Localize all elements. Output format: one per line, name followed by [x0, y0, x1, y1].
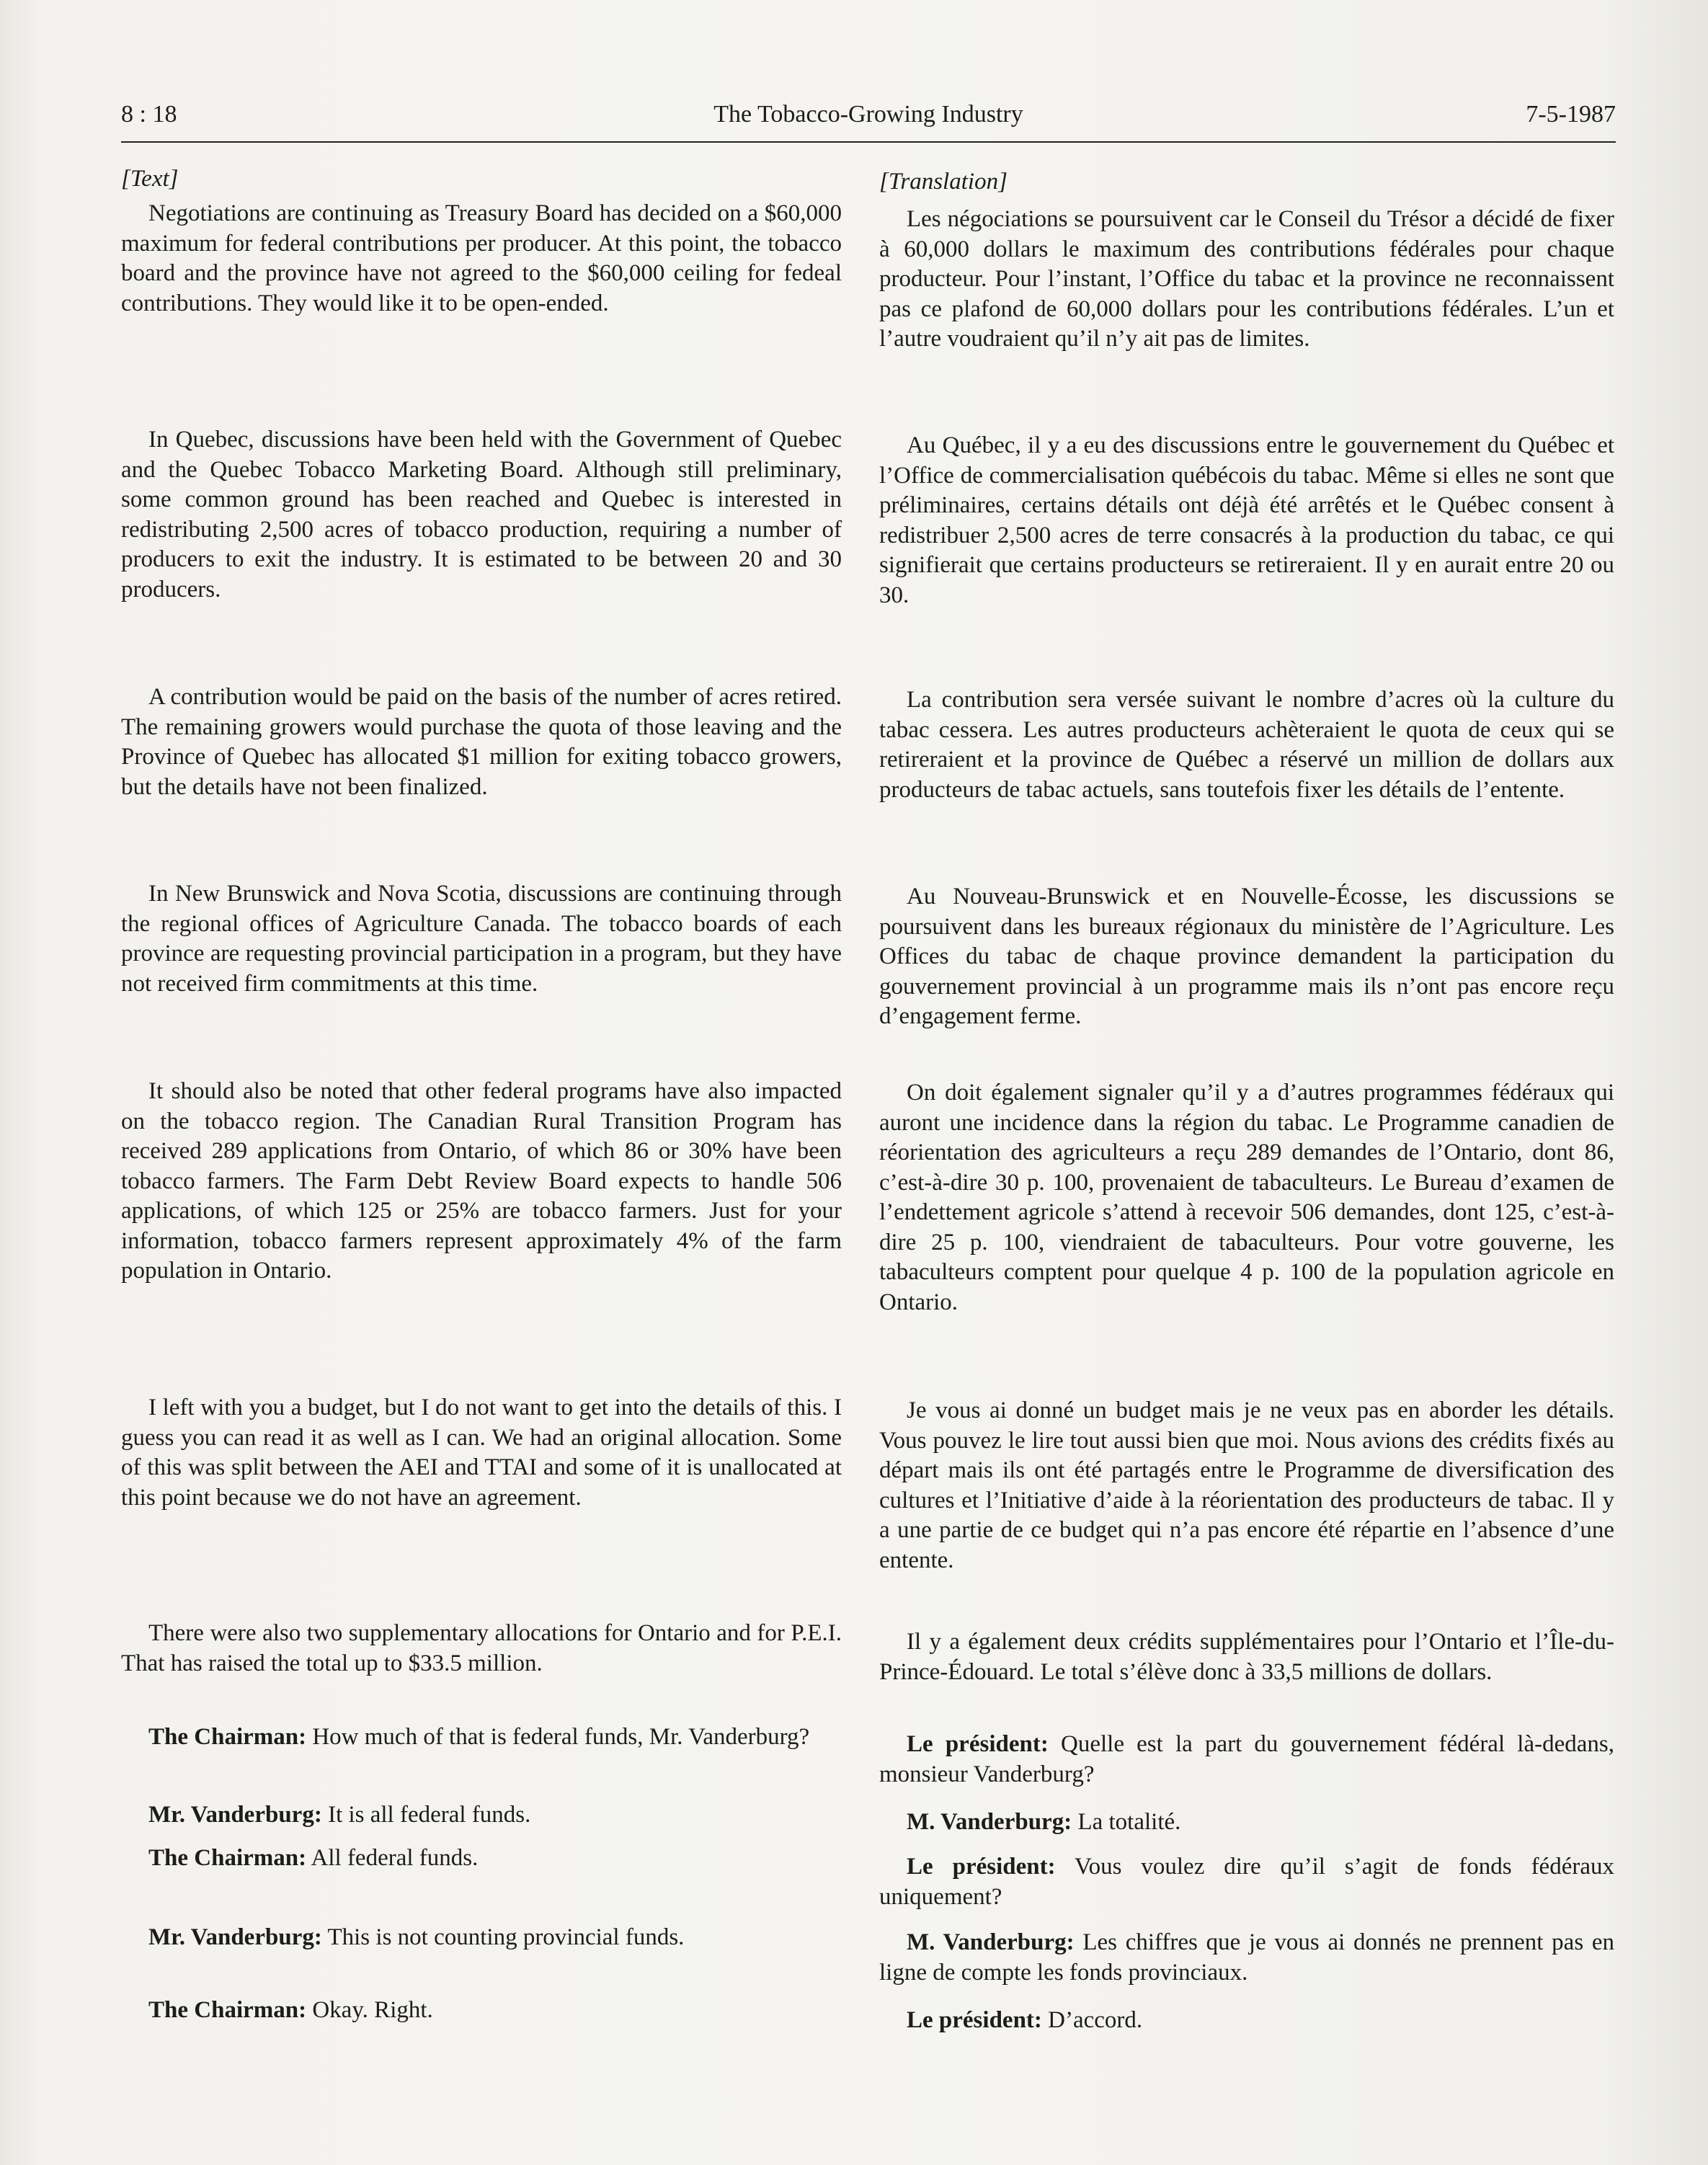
speaker-name: Le président: — [907, 1731, 1049, 1757]
speech-text: This is not counting provincial funds. — [321, 1924, 685, 1950]
paragraph: It should also be noted that other federal programs have also impacted on the tobacco region. The Canadian Rural Transition Program has received 289 applications from Ontario, of which 86 or 30% have been tobacco farmers. The Farm Debt Review Board expects to handle 506 applications, of which 125 or 25% are tobacco farmers. Just for your information, tobacco farmers represent approximately 4% of the farm population in Ontario. — [121, 1078, 842, 1284]
paragraph: I left with you a budget, but I do not want to get into the details of this. I guess you can read it as well as I can. We had an original allocation. Some of this was split between the AEI and TTAI and some of it is unallocated at this point because we do not have an agreement. — [121, 1395, 842, 1511]
speech-text: It is all federal funds. — [321, 1802, 531, 1828]
header-date: 7-5-1987 — [1526, 101, 1616, 128]
speech-text: Okay. Right. — [306, 1997, 433, 2023]
exchange — [121, 1923, 842, 1953]
paragraph: La contribution sera versée suivant le nombre d’acres où la culture du tabac cessera. Les autres producteurs achèteraient le quota de ceux qui se retireraient et la province de Québec a réservé un million de dollars aux producteurs de tabac actuels, sans toutefois fixer les détails de l’entente. — [879, 687, 1614, 803]
speaker-name: Le président: — [907, 1854, 1056, 1880]
speaker-name: M. Vanderburg: — [907, 1929, 1075, 1955]
paragraph: Au Nouveau-Brunswick et en Nouvelle-Écosse, les discussions se poursuivent dans les bureaux régionaux du ministère de l’Agriculture. Les Offices du tabac de chaque province demandent la participation du gouvernement provincial à un programme mais ils n’ont pas encore reçu d’engagement ferme. — [879, 884, 1614, 1029]
exchange — [879, 2006, 1614, 2036]
column-tag: [Text] — [121, 166, 179, 192]
speaker-name: M. Vanderburg: — [907, 1809, 1072, 1835]
exchange — [879, 1808, 1614, 1838]
column-tag: [Translation] — [879, 169, 1008, 195]
paragraph: A contribution would be paid on the basis of the number of acres retired. The remaining growers would purchase the quota of those leaving and the Province of Quebec has allocated $1 million for exiting tobacco growers, but the details have not been finalized. — [121, 684, 842, 800]
paragraph: In Quebec, discussions have been held with the Government of Quebec and the Quebec Tobacco Marketing Board. Although still preliminary, some common ground has been reached and Quebec is interested in redistributing 2,500 acres of tobacco production, requiring a number of producers to exit the industry. It is estimated to be between 20 and 30 producers. — [121, 427, 842, 603]
speaker-name: The Chairman: — [148, 1845, 307, 1871]
running-title: The Tobacco-Growing Industry — [713, 101, 1023, 128]
page-header — [121, 101, 1616, 137]
speech-text: Les chiffres que je vous ai donnés ne prennent pas en ligne de compte les fonds provinciaux. — [879, 1929, 1615, 1986]
paragraph: On doit également signaler qu’il y a d’autres programmes fédéraux qui auront une incidence dans la région du tabac. Le Programme canadien de réorientation des agriculteurs a reçu 289 demandes de l’Ontario, dont 86, c’est-à-dire 30 p. 100, provenaient de tabaculteurs. Le Bureau d’examen de l’endettement agricole s’attend à recevoir 506 demandes, dont 125, c’est-à-dire 25 p. 100, viendraient de tabaculteurs. Pour votre gouverne, les tabaculteurs comptent pour quelque 4 p. 100 de la population agricole en Ontario. — [879, 1080, 1614, 1315]
speech-text: All federal funds. — [306, 1845, 479, 1871]
exchange — [879, 1852, 1614, 1912]
paragraph: Il y a également deux crédits supplémentaires pour l’Ontario et l’Île-du-Prince-Édouard. Le total s’élève donc à 33,5 millions de dollars. — [879, 1629, 1614, 1685]
exchange — [121, 1844, 842, 1874]
exchange — [121, 1800, 842, 1831]
speaker-name: The Chairman: — [148, 1724, 307, 1750]
exchange — [879, 1730, 1614, 1790]
speech-text: Vous voulez dire qu’il s’agit de fonds fédéraux uniquement? — [879, 1854, 1614, 1910]
speech-text: How much of that is federal funds, Mr. Vanderburg? — [306, 1724, 810, 1750]
speaker-name: Le président: — [907, 2007, 1042, 2033]
exchange — [121, 1722, 842, 1753]
paragraph: Au Québec, il y a eu des discussions entre le gouvernement du Québec et l’Office de commercialisation québécois du tabac. Même si elles ne sont que préliminaires, certains détails ont déjà été arrêtés et le Québec consent à redistribuer 2,500 acres de terre consacrés à la production du tabac, ce qui signifierait que certains producteurs se retireraient. Il y en aurait entre 20 ou 30. — [879, 432, 1614, 608]
speaker-name: Mr. Vanderburg: — [148, 1802, 322, 1828]
paragraph: Negotiations are continuing as Treasury Board has decided on a $60,000 maximum for federal contributions per producer. At this point, the tobacco board and the province have not agreed to the $60,000 ceiling for fedeal contributions. They would like it to be open-ended. — [121, 200, 842, 316]
paragraph: In New Brunswick and Nova Scotia, discussions are continuing through the regional offices of Agriculture Canada. The tobacco boards of each province are requesting provincial participation in a program, but they have not received firm commitments at this time. — [121, 881, 842, 997]
paragraph: Les négociations se poursuivent car le Conseil du Trésor a décidé de fixer à 60,000 dollars le maximum des contributions fédérales pour chaque producteur. Pour l’instant, l’Office du tabac et la province ne reconnaissent pas ce plafond de 60,000 dollars pour les contributions fédérales. L’un et l’autre voudraient qu’il n’y ait pas de limites. — [879, 206, 1614, 352]
paragraph: There were also two supplementary allocations for Ontario and for P.E.I. That has raised the total up to $33.5 million. — [121, 1620, 842, 1676]
exchange — [879, 1928, 1614, 1988]
paragraph: Je vous ai donné un budget mais je ne veux pas en aborder les détails. Vous pouvez le lire tout aussi bien que moi. Nous avions des crédits fixés au départ mais ils ont été partagés entre le Programme de diversification des cultures et l’Initiative d’aide à la réorientation des producteurs de tabac. Il y a une partie de ce budget qui n’a pas encore été répartie en l’absence d’une entente. — [879, 1397, 1614, 1573]
exchange — [121, 1996, 842, 2026]
speech-text: D’accord. — [1041, 2007, 1143, 2033]
speech-text: Quelle est la part du gouvernement fédéral là-dedans, monsieur Vanderburg? — [879, 1731, 1614, 1787]
header-rule — [121, 141, 1616, 143]
speaker-name: The Chairman: — [148, 1997, 307, 2023]
speech-text: La totalité. — [1072, 1809, 1181, 1835]
page-number: 8 : 18 — [121, 101, 177, 128]
speaker-name: Mr. Vanderburg: — [148, 1924, 322, 1950]
